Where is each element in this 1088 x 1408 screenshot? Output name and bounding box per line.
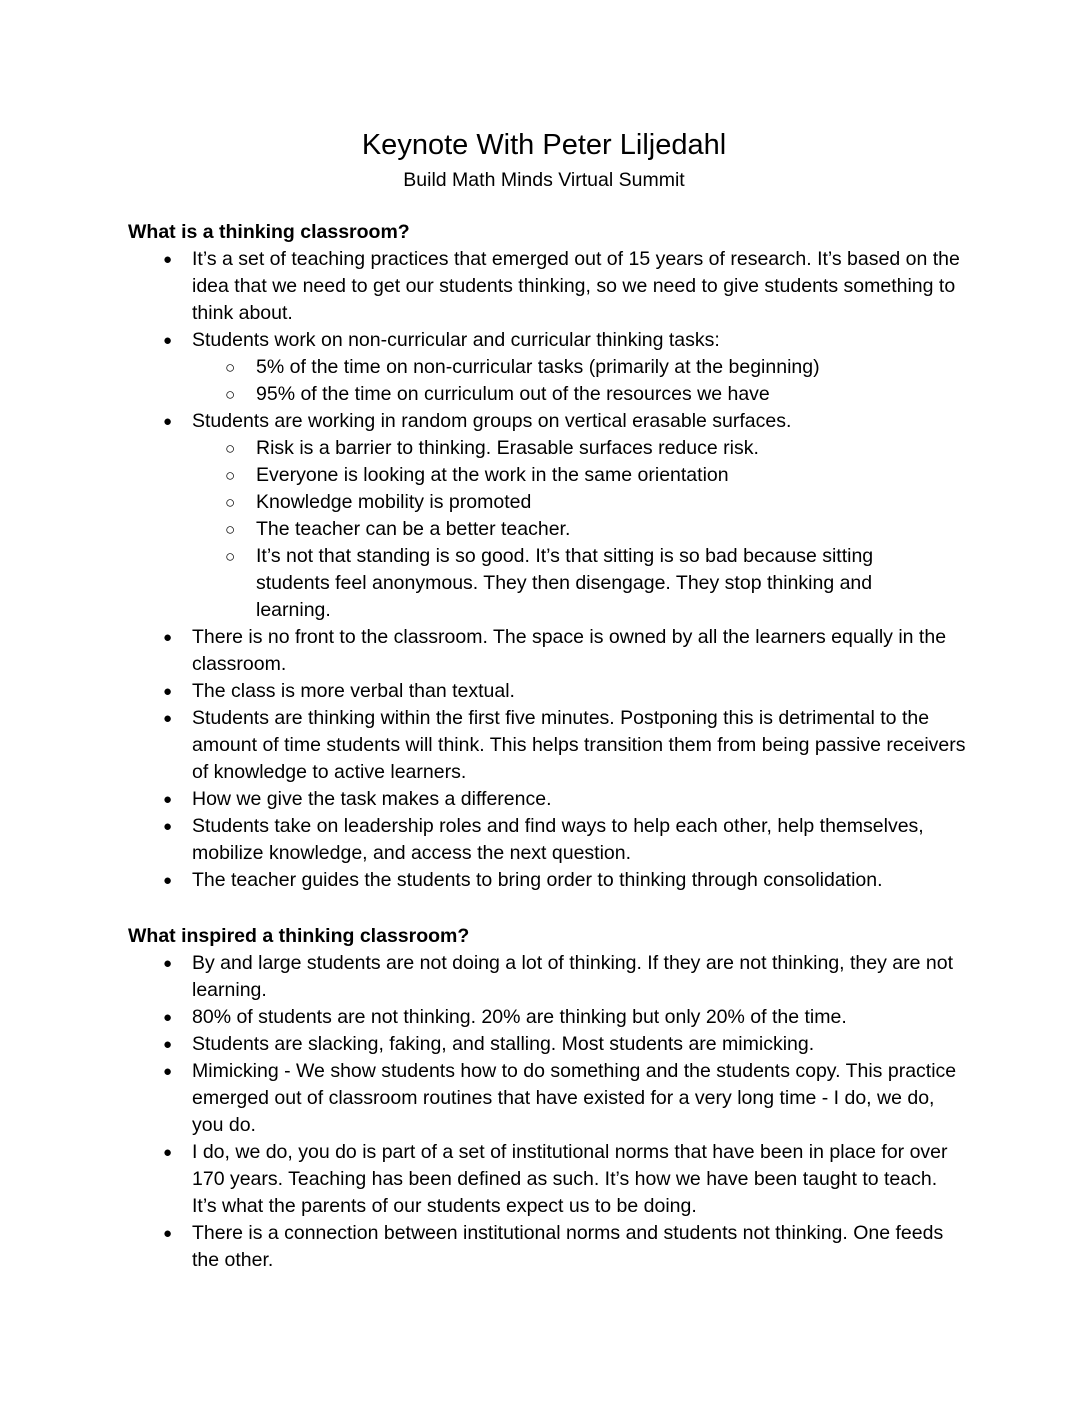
- bullet-icon: ●: [163, 1063, 173, 1080]
- list-item-text: There is no front to the classroom. The space is owned by all the learners equally in the classroom.: [192, 626, 947, 675]
- bullet-icon: ●: [163, 683, 173, 700]
- sub-list-item: [192, 435, 902, 462]
- sub-list-item: [192, 489, 902, 516]
- sub-list-item-text: Risk is a barrier to thinking. Erasable surfaces reduce risk.: [256, 437, 759, 459]
- list-item: [128, 813, 966, 867]
- list-item-text: Students are thinking within the first five minutes. Postponing this is detrimental to the amount of time students will think. This helps transition them from being passive receivers of knowledge to active learners.: [192, 707, 966, 783]
- sub-bullet-list: [192, 354, 966, 408]
- sub-bullet-list: [192, 435, 966, 624]
- list-item: [128, 786, 966, 813]
- list-item: [128, 327, 966, 408]
- bullet-list: [128, 950, 988, 1274]
- sub-list-item-text: 5% of the time on non-curricular tasks (primarily at the beginning): [256, 356, 820, 378]
- bullet-icon: ●: [163, 629, 173, 646]
- list-item-text: Students work on non-curricular and curricular thinking tasks:: [192, 329, 720, 351]
- bullet-icon: ●: [163, 251, 173, 268]
- sub-list-item-text: Knowledge mobility is promoted: [256, 491, 532, 513]
- sub-list-item: [192, 354, 902, 381]
- list-item-text: Students take on leadership roles and find ways to help each other, help themselves, mobilize knowledge, and access the next question.: [192, 815, 924, 864]
- section-inspired-thinking-classroom: [128, 923, 988, 1274]
- sub-list-item-text: It’s not that standing is so good. It’s that sitting is so bad because sitting students feel anonymous. They then disengage. They stop thinking and learning.: [256, 545, 874, 621]
- sub-list-item: [192, 543, 902, 624]
- bullet-icon: ●: [163, 1225, 173, 1242]
- bullet-icon: ●: [163, 1036, 173, 1053]
- sub-list-item-text: Everyone is looking at the work in the same orientation: [256, 464, 729, 486]
- circle-bullet-icon: ○: [225, 547, 236, 566]
- bullet-icon: ●: [163, 710, 173, 727]
- list-item-text: How we give the task makes a difference.: [192, 788, 552, 810]
- bullet-list: [128, 246, 988, 894]
- sub-list-item-text: 95% of the time on curriculum out of the resources we have: [256, 383, 770, 405]
- circle-bullet-icon: ○: [225, 493, 236, 512]
- document-subtitle: Build Math Minds Virtual Summit: [403, 169, 685, 191]
- section-heading: What is a thinking classroom?: [128, 221, 410, 243]
- bullet-icon: ●: [163, 413, 173, 430]
- circle-bullet-icon: ○: [225, 385, 236, 404]
- list-item: [128, 678, 966, 705]
- list-item-text: Mimicking - We show students how to do something and the students copy. This practice emerged out of classroom routines that have existed for a very long time - I do, we do, you do.: [192, 1060, 957, 1136]
- list-item: [128, 1058, 966, 1139]
- list-item-text: It’s a set of teaching practices that emerged out of 15 years of research. It’s based on the idea that we need to get our students thinking, so we need to give students something to think about.: [192, 248, 960, 324]
- bullet-icon: ●: [163, 332, 173, 349]
- list-item-text: Students are slacking, faking, and stalling. Most students are mimicking.: [192, 1033, 815, 1055]
- circle-bullet-icon: ○: [225, 466, 236, 485]
- sub-list-item: [192, 381, 902, 408]
- list-item: [128, 1004, 966, 1031]
- list-item: [128, 624, 966, 678]
- section-heading: What inspired a thinking classroom?: [128, 925, 470, 947]
- list-item-text: The teacher guides the students to bring order to thinking through consolidation.: [192, 869, 883, 891]
- bullet-icon: ●: [163, 1009, 173, 1026]
- list-item-text: 80% of students are not thinking. 20% are thinking but only 20% of the time.: [192, 1006, 847, 1028]
- list-item-text: There is a connection between institutional norms and students not thinking. One feeds the other.: [192, 1222, 944, 1271]
- list-item: [128, 1031, 966, 1058]
- section-thinking-classroom: [128, 219, 988, 894]
- list-item: [128, 867, 966, 894]
- sub-list-item-text: The teacher can be a better teacher.: [256, 518, 571, 540]
- bullet-icon: ●: [163, 872, 173, 889]
- circle-bullet-icon: ○: [225, 439, 236, 458]
- list-item: [128, 1139, 966, 1220]
- sub-list-item: [192, 462, 902, 489]
- sub-list-item: [192, 516, 902, 543]
- list-item: [128, 408, 966, 624]
- list-item: [128, 1220, 966, 1274]
- bullet-icon: ●: [163, 791, 173, 808]
- circle-bullet-icon: ○: [225, 520, 236, 539]
- list-item: [128, 705, 966, 786]
- document-title: Keynote With Peter Liljedahl: [361, 129, 727, 161]
- list-item-text: I do, we do, you do is part of a set of institutional norms that have been in place for over 170 years. Teaching has been defined as such. It’s how we have been taught to teach. It’s what the parents of our students expect us to be doing.: [192, 1141, 948, 1217]
- list-item-text: The class is more verbal than textual.: [192, 680, 515, 702]
- list-item: [128, 950, 966, 1004]
- bullet-icon: ●: [163, 818, 173, 835]
- bullet-icon: ●: [163, 1144, 173, 1161]
- list-item-text: Students are working in random groups on vertical erasable surfaces.: [192, 410, 792, 432]
- list-item: [128, 246, 966, 327]
- circle-bullet-icon: ○: [225, 358, 236, 377]
- list-item-text: By and large students are not doing a lot of thinking. If they are not thinking, they are not learning.: [192, 952, 953, 1001]
- bullet-icon: ●: [163, 955, 173, 972]
